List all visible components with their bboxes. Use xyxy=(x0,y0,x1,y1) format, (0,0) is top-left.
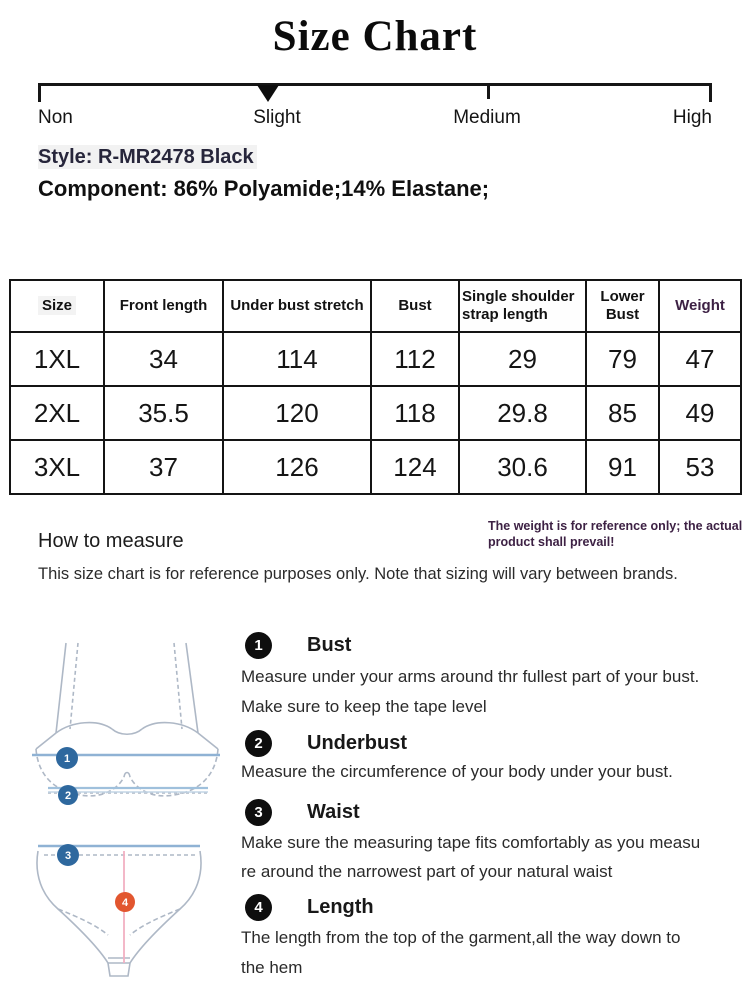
cell-strap: 29 xyxy=(459,332,586,386)
scale-tick-right xyxy=(709,83,712,102)
step-4-line-2: the hem xyxy=(241,958,303,977)
cell-weight: 47 xyxy=(659,332,741,386)
cell-strap: 29.8 xyxy=(459,386,586,440)
step-4-number-icon: 4 xyxy=(245,894,272,921)
step-1-line-2: Make sure to keep the tape level xyxy=(241,697,487,716)
scale-pointer-icon xyxy=(257,85,279,102)
cell-bust: 112 xyxy=(371,332,459,386)
weight-note: The weight is for reference only; the actual product shall prevail! xyxy=(488,519,743,549)
lingerie-measure-diagram xyxy=(20,633,235,983)
scale-label-high: High xyxy=(672,107,712,128)
cell-strap: 30.6 xyxy=(459,440,586,494)
step-2-title: Underbust xyxy=(307,732,407,754)
table-row-3xl xyxy=(10,440,741,494)
table-row-2xl xyxy=(10,386,741,440)
cell-size: 3XL xyxy=(10,440,104,494)
header-front-length: Front length xyxy=(104,280,223,332)
step-1-title: Bust xyxy=(307,634,352,656)
svg-text:1: 1 xyxy=(63,753,71,765)
step-3-line-2: re around the narrowest part of your natural waist xyxy=(241,862,613,881)
svg-text:4: 4 xyxy=(121,897,129,909)
header-bust: Bust xyxy=(371,280,459,332)
cell-weight: 49 xyxy=(659,386,741,440)
scale-bar xyxy=(38,83,712,86)
scale-label-non: Non xyxy=(38,107,73,128)
header-shoulder-strap: Single shoulder strap length xyxy=(459,280,586,332)
scale-tick-medium xyxy=(487,83,490,99)
table-row-1xl xyxy=(10,332,741,386)
cell-front-length: 34 xyxy=(104,332,223,386)
step-1-number-icon: 1 xyxy=(245,632,272,659)
cell-front-length: 37 xyxy=(104,440,223,494)
cell-weight: 53 xyxy=(659,440,741,494)
svg-text:3: 3 xyxy=(64,850,72,862)
scale-label-medium: Medium xyxy=(453,107,521,128)
scale-tick-left xyxy=(38,83,41,102)
size-table xyxy=(9,279,742,495)
cell-bust: 124 xyxy=(371,440,459,494)
how-to-measure-heading: How to measure xyxy=(38,530,184,552)
cell-lower-bust: 91 xyxy=(586,440,659,494)
step-2-number-icon: 2 xyxy=(245,730,272,757)
disclaimer-text: This size chart is for reference purposes only. Note that sizing will vary between brands. xyxy=(38,565,678,583)
cell-front-length: 35.5 xyxy=(104,386,223,440)
cell-lower-bust: 79 xyxy=(586,332,659,386)
size-table-header-row xyxy=(10,280,741,332)
cell-size: 2XL xyxy=(10,386,104,440)
cell-under-bust: 120 xyxy=(223,386,371,440)
step-4-title: Length xyxy=(307,896,374,918)
page-title: Size Chart xyxy=(272,13,478,60)
cell-under-bust: 114 xyxy=(223,332,371,386)
cell-under-bust: 126 xyxy=(223,440,371,494)
step-3-line-1: Make sure the measuring tape fits comfortably as you measu xyxy=(241,833,701,852)
step-1-line-1: Measure under your arms around thr fullest part of your bust. xyxy=(241,667,700,686)
step-3-title: Waist xyxy=(307,801,360,823)
cell-lower-bust: 85 xyxy=(586,386,659,440)
product-style: Style: R-MR2478 Black xyxy=(38,146,257,169)
step-3-number-icon: 3 xyxy=(245,799,272,826)
svg-text:2: 2 xyxy=(64,790,72,802)
header-weight: Weight xyxy=(659,280,741,332)
header-under-bust-stretch: Under bust stretch xyxy=(223,280,371,332)
cell-size: 1XL xyxy=(10,332,104,386)
product-component: Component: 86% Polyamide;14% Elastane; xyxy=(38,176,490,201)
header-lower-bust: Lower Bust xyxy=(586,280,659,332)
header-size: Size xyxy=(10,280,104,332)
step-4-line-1: The length from the top of the garment,all the way down to xyxy=(241,928,681,947)
step-2-line-1: Measure the circumference of your body under your bust. xyxy=(241,762,673,781)
scale-label-slight: Slight xyxy=(253,107,301,128)
cell-bust: 118 xyxy=(371,386,459,440)
